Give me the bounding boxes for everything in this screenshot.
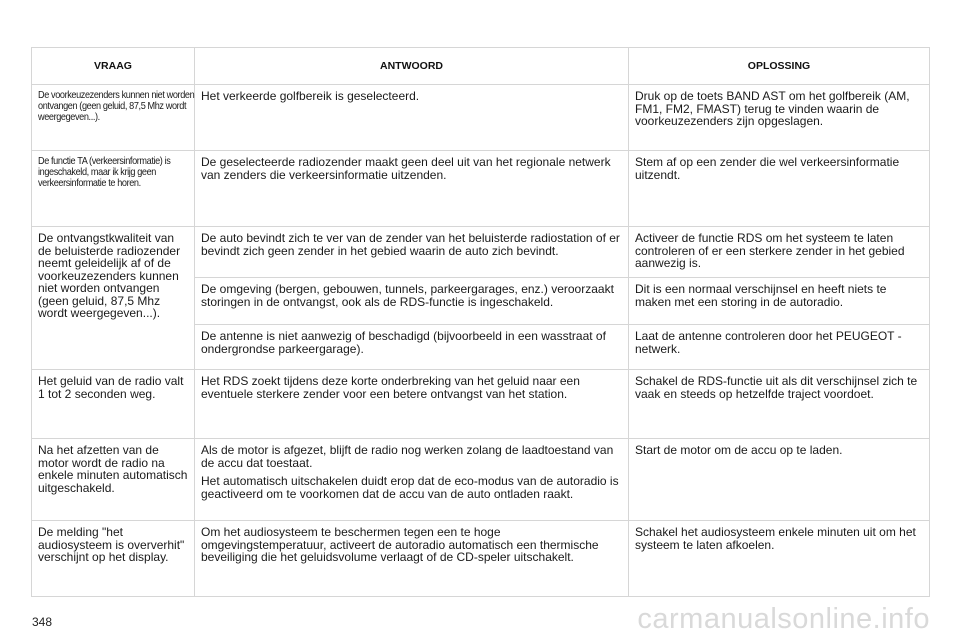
question-cell xyxy=(32,521,195,597)
answer-cell xyxy=(195,521,629,597)
header-row xyxy=(32,48,930,85)
faq-table xyxy=(31,47,930,597)
question-text: De functie TA (verkeersinformatie) is ingeschakeld, maar ik krijg geen verkeersinformatie te horen. xyxy=(38,155,171,189)
answer-cell xyxy=(195,85,629,151)
table-row xyxy=(32,521,930,597)
question-cell xyxy=(32,85,195,151)
header-question: VRAAG xyxy=(32,48,195,85)
question-text: Na het afzetten van de motor wordt de radio na enkele minuten automatisch uitgeschakeld. xyxy=(38,443,188,495)
answer-text: De geselecteerde radiozender maakt geen deel uit van het regionale netwerk van zenders die verkeersinformatie uitzenden. xyxy=(201,155,611,182)
answer-cell xyxy=(195,439,629,521)
question-text: Het geluid van de radio valt 1 tot 2 seconden weg. xyxy=(38,374,184,401)
solution-cell xyxy=(629,278,930,325)
question-text: De melding "het audiosysteem is oververhit" verschijnt op het display. xyxy=(38,525,185,564)
table-row xyxy=(32,151,930,227)
solution-cell xyxy=(629,227,930,278)
question-cell xyxy=(32,227,195,370)
solution-text: Schakel het audiosysteem enkele minuten uit om het systeem te laten afkoelen. xyxy=(635,525,916,552)
answer-text: Het RDS zoekt tijdens deze korte onderbreking van het geluid naar een eventuele sterkere zender voor een betere ontvangst van het station. xyxy=(201,374,580,401)
solution-text: Dit is een normaal verschijnsel en heeft niets te maken met een storing in de autoradio. xyxy=(635,282,887,309)
table-row xyxy=(32,227,930,278)
question-text: De voorkeuzezenders kunnen niet worden ontvangen (geen geluid, 87,5 Mhz wordt weergegeven...). xyxy=(38,89,195,123)
answer-cell xyxy=(195,325,629,370)
header-answer: ANTWOORD xyxy=(195,48,629,85)
solution-text: Laat de antenne controleren door het PEUGEOT -netwerk. xyxy=(635,329,902,356)
solution-cell xyxy=(629,439,930,521)
answer-cell xyxy=(195,370,629,439)
solution-text: Schakel de RDS-functie uit als dit verschijnsel zich te vaak en steeds op hetzelfde traject voordoet. xyxy=(635,374,918,401)
answer-cell xyxy=(195,278,629,325)
answer-cell xyxy=(195,151,629,227)
solution-cell xyxy=(629,85,930,151)
question-cell xyxy=(32,151,195,227)
solution-text: Start de motor om de accu op te laden. xyxy=(635,443,843,457)
solution-cell xyxy=(629,151,930,227)
solution-cell xyxy=(629,521,930,597)
header-solution: OPLOSSING xyxy=(629,48,930,85)
answer-cell xyxy=(195,227,629,278)
answer-text: De antenne is niet aanwezig of beschadigd (bijvoorbeeld in een wasstraat of ondergrondse parkeergarage). xyxy=(201,329,606,356)
table-row xyxy=(32,439,930,521)
table-row xyxy=(32,85,930,151)
question-cell xyxy=(32,439,195,521)
answer-text: Om het audiosysteem te beschermen tegen een te hoge omgevingstemperatuur, activeert de autoradio automatisch een thermische beveiliging die het geluidsvolume verlaagt of de CD-speler uitschakelt. xyxy=(201,525,599,564)
watermark-text: carmanualsonline.info xyxy=(637,603,930,635)
question-cell xyxy=(32,370,195,439)
answer-text: De omgeving (bergen, gebouwen, tunnels, parkeergarages, enz.) veroorzaakt storingen in de ontvangst, ook als de RDS-functie is ingeschakeld. xyxy=(201,282,614,309)
solution-text: Druk op de toets BAND AST om het golfbereik (AM, FM1, FM2, FMAST) terug te vinden waarin de voorkeuzezenders zijn opgeslagen. xyxy=(635,89,910,128)
solution-cell xyxy=(629,370,930,439)
answer-text: Als de motor is afgezet, blijft de radio nog werken zolang de laadtoestand van de accu dat toestaat. xyxy=(201,443,614,470)
solution-text: Activeer de functie RDS om het systeem te laten controleren of er een sterkere zender in het gebied aanwezig is. xyxy=(635,231,905,270)
question-text: De ontvangstkwaliteit van de beluisterde radiozender neemt geleidelijk af of de voorkeuzezenders kunnen niet worden ontvangen (geen geluid, 87,5 Mhz wordt weergegeven...). xyxy=(38,231,181,320)
page-number: 348 xyxy=(32,615,53,629)
answer-text: Het verkeerde golfbereik is geselecteerd. xyxy=(201,89,420,103)
table-row xyxy=(32,370,930,439)
answer-text: De auto bevindt zich te ver van de zender van het beluisterde radiostation of er bevindt zich geen zender in het gebied waarin de auto zich bevindt. xyxy=(201,231,620,258)
solution-cell xyxy=(629,325,930,370)
answer-text: Het automatisch uitschakelen duidt erop dat de eco-modus van de autoradio is geactiveerd om te voorkomen dat de accu van de auto ontladen raakt. xyxy=(201,474,619,501)
solution-text: Stem af op een zender die wel verkeersinformatie uitzendt. xyxy=(635,155,900,182)
